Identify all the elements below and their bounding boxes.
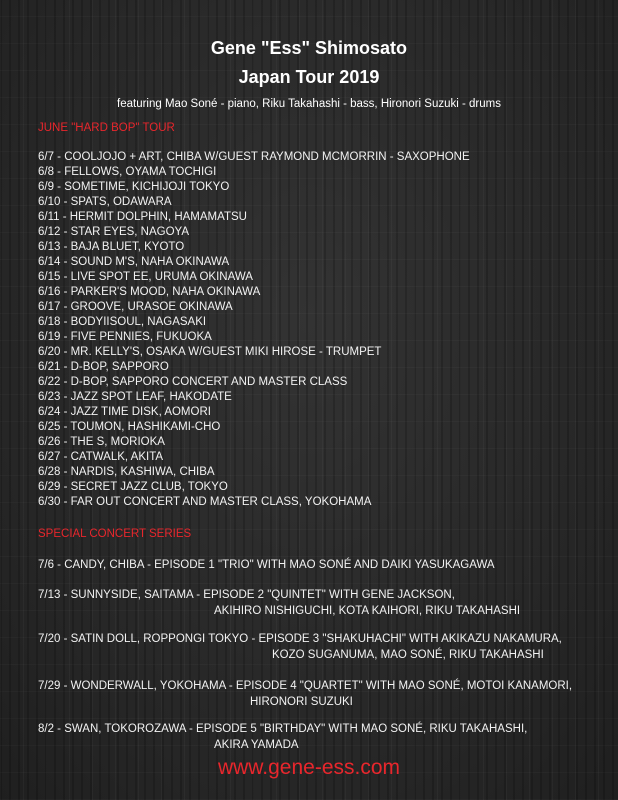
tour-date-item: 6/18 - BODYIISOUL, NAGASAKI (38, 316, 207, 328)
tour-date-item: 6/28 - NARDIS, KASHIWA, CHIBA (38, 466, 215, 478)
tour-date-item: 6/20 - MR. KELLY'S, OSAKA W/GUEST MIKI HIROSE - TRUMPET (38, 346, 382, 358)
tour-date-item: 6/15 - LIVE SPOT EE, URUMA OKINAWA (38, 271, 253, 283)
concert-line: 7/20 - SATIN DOLL, ROPPONGI TOKYO - EPISODE 3 "SHAKUHACHI" WITH AKIKAZU NAKAMURA, (38, 633, 562, 645)
tour-date-item: 6/24 - JAZZ TIME DISK, AOMORI (38, 406, 211, 418)
tour-date-item: 6/17 - GROOVE, URASOE OKINAWA (38, 301, 233, 313)
concert-line-continued: KOZO SUGANUMA, MAO SONÉ, RIKU TAKAHASHI (272, 649, 544, 661)
tour-date-item: 6/9 - SOMETIME, KICHIJOJI TOKYO (38, 181, 230, 193)
tour-date-item: 6/10 - SPATS, ODAWARA (38, 196, 172, 208)
special-concert-episode-4 (38, 678, 572, 710)
june-tour-list (38, 150, 470, 510)
featuring-line: featuring Mao Soné - piano, Riku Takahashi - bass, Hironori Suzuki - drums (117, 98, 501, 110)
concert-line: 7/13 - SUNNYSIDE, SAITAMA - EPISODE 2 "QUINTET" WITH GENE JACKSON, (38, 589, 455, 601)
tour-date-item: 6/16 - PARKER'S MOOD, NAHA OKINAWA (38, 286, 261, 298)
concert-line: 7/29 - WONDERWALL, YOKOHAMA - EPISODE 4 "QUARTET" WITH MAO SONÉ, MOTOI KANAMORI, (38, 680, 573, 692)
special-concert-episode-5 (38, 721, 527, 753)
tour-date-item: 6/27 - CATWALK, AKITA (38, 451, 164, 463)
tour-date-item: 6/30 - FAR OUT CONCERT AND MASTER CLASS, YOKOHAMA (38, 496, 372, 508)
tour-date-item: 6/8 - FELLOWS, OYAMA TOCHIGI (38, 166, 217, 178)
concert-line-continued: AKIRA YAMADA (214, 739, 299, 751)
tour-date-item: 6/11 - HERMIT DOLPHIN, HAMAMATSU (38, 211, 247, 223)
tour-date-item: 6/29 - SECRET JAZZ CLUB, TOKYO (38, 481, 228, 493)
special-concert-episode-3 (38, 631, 562, 663)
special-concert-heading: SPECIAL CONCERT SERIES (38, 528, 192, 540)
tour-date-item: 6/22 - D-BOP, SAPPORO CONCERT AND MASTER CLASS (38, 376, 348, 388)
concert-line-continued: AKIHIRO NISHIGUCHI, KOTA KAIHORI, RIKU TAKAHASHI (214, 605, 521, 617)
flyer-title-artist: Gene "Ess" Shimosato (210, 38, 408, 58)
special-concert-episode-1 (38, 557, 495, 573)
concert-line: 7/6 - CANDY, CHIBA - EPISODE 1 "TRIO" WITH MAO SONÉ AND DAIKI YASUKAGAWA (38, 559, 495, 571)
tour-date-item: 6/25 - TOUMON, HASHIKAMI-CHO (38, 421, 221, 433)
tour-date-item: 6/7 - COOLJOJO + ART, CHIBA W/GUEST RAYMOND MCMORRIN - SAXOPHONE (38, 151, 470, 163)
tour-date-item: 6/12 - STAR EYES, NAGOYA (38, 226, 190, 238)
special-concert-episode-2 (38, 587, 520, 619)
concert-line: 8/2 - SWAN, TOKOROZAWA - EPISODE 5 "BIRTHDAY" WITH MAO SONÉ, RIKU TAKAHASHI, (38, 723, 528, 735)
june-tour-heading: JUNE "HARD BOP" TOUR (38, 122, 175, 134)
concert-line-continued: HIRONORI SUZUKI (250, 696, 353, 708)
flyer-title-tour: Japan Tour 2019 (238, 67, 380, 87)
tour-date-item: 6/14 - SOUND M'S, NAHA OKINAWA (38, 256, 230, 268)
tour-date-item: 6/19 - FIVE PENNIES, FUKUOKA (38, 331, 212, 343)
tour-date-item: 6/26 - THE S, MORIOKA (38, 436, 165, 448)
tour-date-item: 6/13 - BAJA BLUET, KYOTO (38, 241, 185, 253)
tour-date-item: 6/21 - D-BOP, SAPPORO (38, 361, 169, 373)
website-link[interactable]: www.gene-ess.com (217, 756, 401, 779)
tour-date-item: 6/23 - JAZZ SPOT LEAF, HAKODATE (38, 391, 232, 403)
